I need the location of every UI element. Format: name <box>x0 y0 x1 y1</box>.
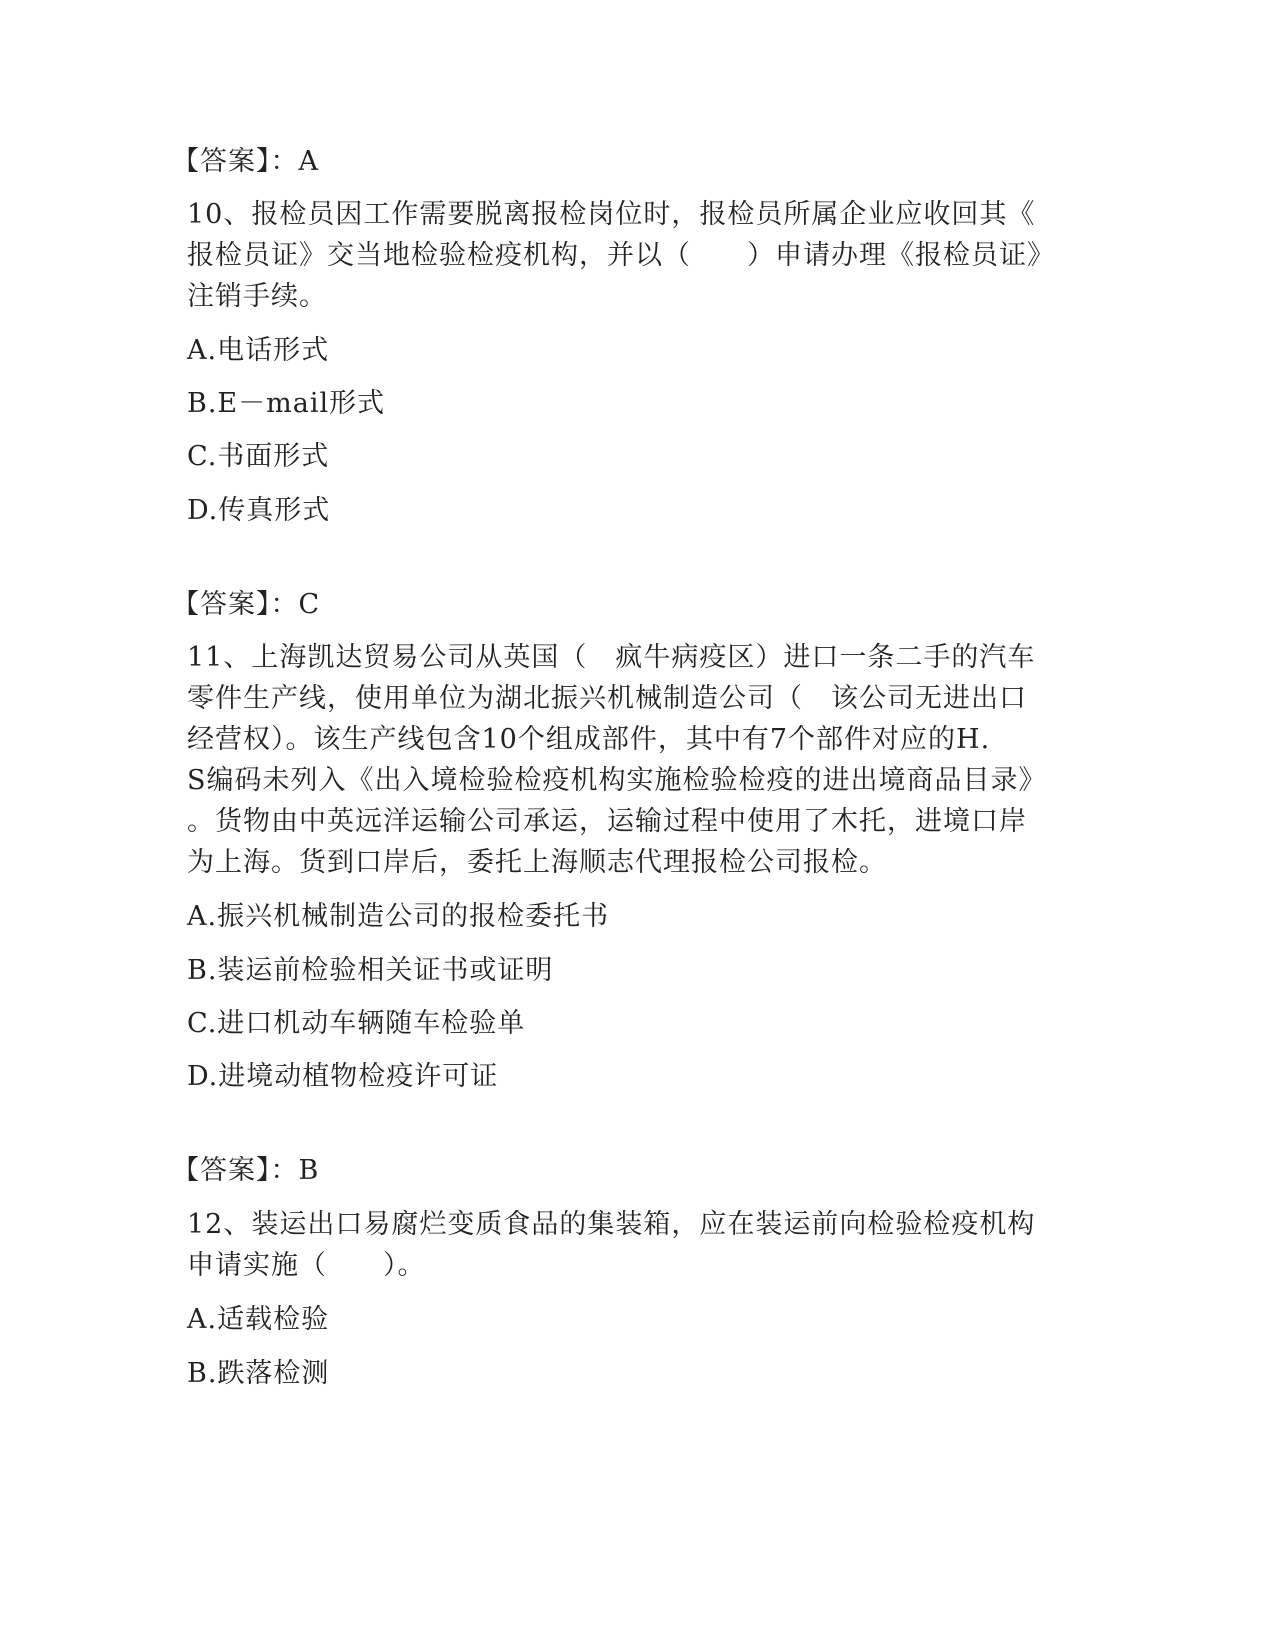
question-12-line-1: 12、装运出口易腐烂变质食品的集装箱，应在装运前向检验检疫机构 <box>187 1209 1036 1240</box>
question-10-line-1: 10、报检员因工作需要脱离报检岗位时，报检员所属企业应收回其《 <box>187 199 1036 230</box>
answer-text: 【答案】：A <box>172 146 319 177</box>
question-11-line-1: 11、上海凯达贸易公司从英国（ 疯牛病疫区）进口一条二手的汽车 <box>187 642 1036 673</box>
question-11-line-4: S编码未列入《出入境检验检疫机构实施检验检疫的进出境商品目录》 <box>187 765 1047 796</box>
question-10-option-c: C.书面形式 <box>187 441 330 472</box>
question-10-line-3: 注销手续。 <box>187 281 327 312</box>
question-12-line-2: 申请实施（ ）。 <box>187 1250 426 1281</box>
question-11-line-3: 经营权）。该生产线包含10个组成部件，其中有7个部件对应的H. <box>187 724 991 755</box>
question-11-line-5: 。货物由中英远洋运输公司承运，运输过程中使用了木托，进境口岸 <box>187 806 1027 837</box>
question-12-option-a: A.适载检验 <box>187 1304 330 1335</box>
question-11-line-6: 为上海。货到口岸后，委托上海顺志代理报检公司报检。 <box>187 847 887 878</box>
question-10-line-2: 报检员证》交当地检验检疫机构，并以（ ）申请办理《报检员证》 <box>187 240 1055 271</box>
question-10-option-d: D.传真形式 <box>187 495 331 526</box>
question-11-answer: 【答案】：B <box>172 1155 320 1186</box>
question-11-option-d: D.进境动植物检疫许可证 <box>187 1061 499 1092</box>
question-10-answer: 【答案】：C <box>172 589 321 620</box>
question-11-option-c: C.进口机动车辆随车检验单 <box>187 1008 526 1039</box>
question-11-option-a: A.振兴机械制造公司的报检委托书 <box>187 901 610 932</box>
question-10-option-a: A.电话形式 <box>187 335 330 366</box>
question-12-option-b: B.跌落检测 <box>187 1358 330 1389</box>
question-10-option-b: B.E－mail形式 <box>187 388 386 419</box>
question-11-line-2: 零件生产线，使用单位为湖北振兴机械制造公司（ 该公司无进出口 <box>187 683 1027 714</box>
question-11-option-b: B.装运前检验相关证书或证明 <box>187 955 554 986</box>
